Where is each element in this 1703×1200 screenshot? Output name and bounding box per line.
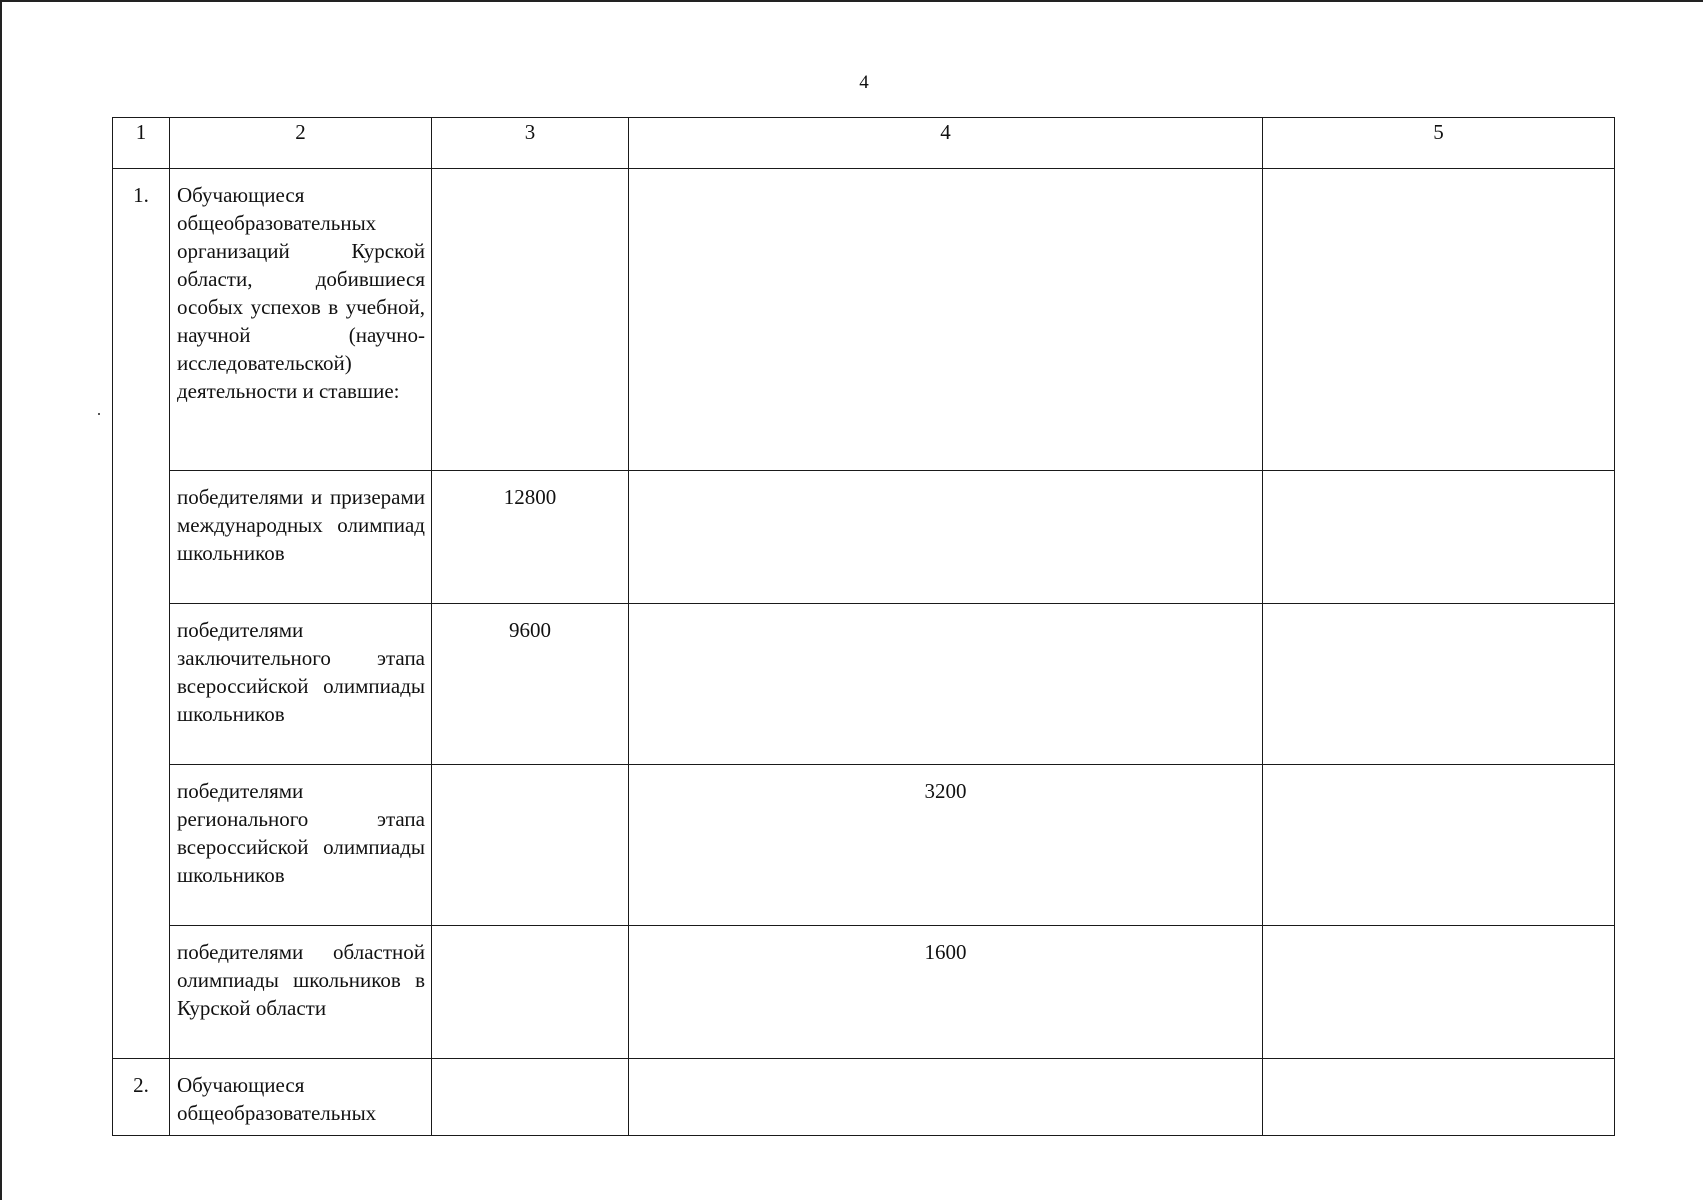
table-row [113, 471, 1615, 604]
row-number: 1. [113, 169, 170, 1059]
row-description: Обучающиеся общеобразовательных [170, 1059, 432, 1136]
header-cell-5: 5 [1263, 118, 1615, 169]
table-row [113, 926, 1615, 1059]
row-description: победителями и призерами международных олимпиад школьников [170, 471, 432, 604]
row-value-col5 [1263, 1059, 1615, 1136]
row-value-col5 [1263, 169, 1615, 471]
row-value-col3 [432, 1059, 629, 1136]
table-row [113, 604, 1615, 765]
row-description: победителями областной олимпиады школьников в Курской области [170, 926, 432, 1059]
row-value-col4 [629, 604, 1263, 765]
row-value-col3 [432, 169, 629, 471]
row-value-col3 [432, 926, 629, 1059]
row-description: победителями заключительного этапа всероссийской олимпиады школьников [170, 604, 432, 765]
row-value-col5 [1263, 765, 1615, 926]
row-value-col5 [1263, 604, 1615, 765]
header-cell-3: 3 [432, 118, 629, 169]
header-cell-1: 1 [113, 118, 170, 169]
page-edge-left [0, 0, 2, 1200]
row-value-col3 [432, 765, 629, 926]
row-value-col3: 12800 [432, 471, 629, 604]
page-number: 4 [859, 72, 869, 93]
row-value-col4: 3200 [629, 765, 1263, 926]
row-value-col4: 1600 [629, 926, 1263, 1059]
row-number: 2. [113, 1059, 170, 1136]
header-cell-4: 4 [629, 118, 1263, 169]
award-table [112, 117, 1615, 1136]
page-edge-top [0, 0, 1703, 2]
row-value-col5 [1263, 471, 1615, 604]
header-cell-2: 2 [170, 118, 432, 169]
row-value-col5 [1263, 926, 1615, 1059]
row-value-col4 [629, 1059, 1263, 1136]
row-description: Обучающиеся общеобразовательных организаций Курской области, добившиеся особых успехов в учебной, научной (научно-исследовательской) деятельности и ставшие: [170, 169, 432, 471]
row-description: победителями регионального этапа всероссийской олимпиады школьников [170, 765, 432, 926]
row-value-col4 [629, 169, 1263, 471]
table-row [113, 1059, 1615, 1136]
scan-speck [98, 413, 100, 415]
table-row [113, 169, 1615, 471]
row-value-col3: 9600 [432, 604, 629, 765]
row-value-col4 [629, 471, 1263, 604]
table-header-row [113, 118, 1615, 169]
table-row [113, 765, 1615, 926]
